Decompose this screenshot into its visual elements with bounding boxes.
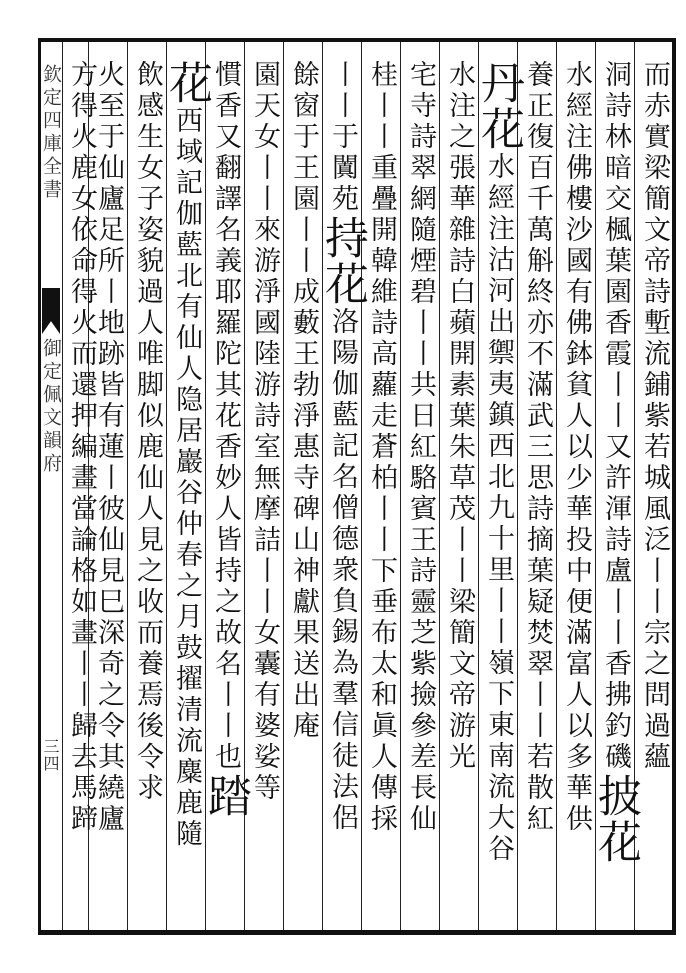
- entry-text: 慣香又翻譯名義耶羅陀其花香妙人皆持之故名丨丨也: [210, 60, 241, 773]
- section-title: 御定佩文韻府: [40, 338, 62, 476]
- text-column: [317, 60, 368, 920]
- entry-text: 園天女丨丨來游淨國陸游詩室無摩詰丨丨女囊有婆娑等: [249, 60, 280, 804]
- text-column: [473, 60, 524, 920]
- column-divider: [400, 42, 401, 930]
- entry-text: 洛陽伽藍記名僧德衆負錫為羣信徒法侶: [327, 307, 358, 834]
- column-divider: [556, 42, 557, 930]
- column-divider: [517, 42, 518, 930]
- column-divider: [283, 42, 284, 930]
- entry-heading: 花: [161, 60, 212, 106]
- text-column: [286, 60, 320, 920]
- book-title: 欽定四庫全書: [40, 64, 62, 202]
- entry-text: 水經注佛樓沙國有佛鉢貧人以少華投中便滿富人以多華供: [561, 60, 592, 835]
- entry-text: 丨丨于闐苑: [327, 60, 358, 215]
- text-column: [200, 60, 251, 920]
- entry-text: 火至于仙廬足所丨地跡皆有蓮丨彼仙見巳深奇之令其繞廬: [93, 60, 124, 835]
- right-border: [672, 38, 676, 935]
- entry-heading: 披花: [590, 773, 641, 865]
- entry-text: 養正復百千萬斛終亦不滿武三思詩摘葉疑焚翠丨丨若散紅: [522, 60, 553, 835]
- entry-text: 水經注沽河出禦夷鎮西北九十里丨丨嶺下東南流大谷: [483, 152, 514, 865]
- text-column: [364, 60, 398, 920]
- entry-text: 方得火鹿女依命得火而還押編畫當論格如畫丨丨歸去馬蹄: [66, 60, 97, 835]
- top-border: [38, 38, 674, 42]
- text-column: [590, 60, 641, 920]
- gutter-divider: [62, 42, 63, 930]
- text-column: [637, 60, 671, 920]
- entry-text: 桂丨丨重疊開韓維詩高蘿走蒼柏丨丨下垂布太和眞人傳採: [366, 60, 397, 835]
- column-divider: [361, 42, 362, 930]
- entry-text: 西域記伽藍北有仙人隐居巖谷仲春之月鼓擢清流麋鹿隨: [171, 106, 202, 850]
- bottom-border: [38, 930, 674, 935]
- text-column: [64, 60, 98, 920]
- entry-text: 水注之張華雜詩白蘋開素葉朱草茂丨丨梁簡文帝游光: [444, 60, 475, 773]
- column-divider: [127, 42, 128, 930]
- entry-text: 飲感生女子姿貌過人唯脚似鹿仙人見之收而養焉後令求: [132, 60, 163, 804]
- page-number: 三四: [41, 738, 60, 772]
- entry-heading: 踏: [200, 773, 251, 819]
- entry-heading: 持花: [317, 215, 368, 307]
- text-column: [161, 60, 212, 920]
- text-column: [559, 60, 593, 920]
- text-column: [247, 60, 281, 920]
- column-divider: [439, 42, 440, 930]
- entry-text: 而赤實梁簡文帝詩塹流鋪紫若城風泛丨丨宗之問過蘊: [639, 60, 670, 773]
- text-column: [403, 60, 437, 920]
- entry-text: 洞詩林暗交楓葉園香霞丨丨又許渾詩盧丨丨香拂釣磯: [600, 60, 631, 773]
- text-column: [442, 60, 476, 920]
- text-column: [520, 60, 554, 920]
- entry-text: 宅寺詩翠網隨煙碧丨丨共日紅駱賓王詩靈芝紫撿參差長仙: [405, 60, 436, 835]
- entry-text: 餘窗于王園丨丨成藪王勃淨惠寺碑山神獻果送出庵: [288, 60, 319, 742]
- column-divider: [478, 42, 479, 930]
- text-column: [130, 60, 164, 920]
- column-divider: [166, 42, 167, 930]
- entry-heading: 丹花: [473, 60, 524, 152]
- column-divider: [322, 42, 323, 930]
